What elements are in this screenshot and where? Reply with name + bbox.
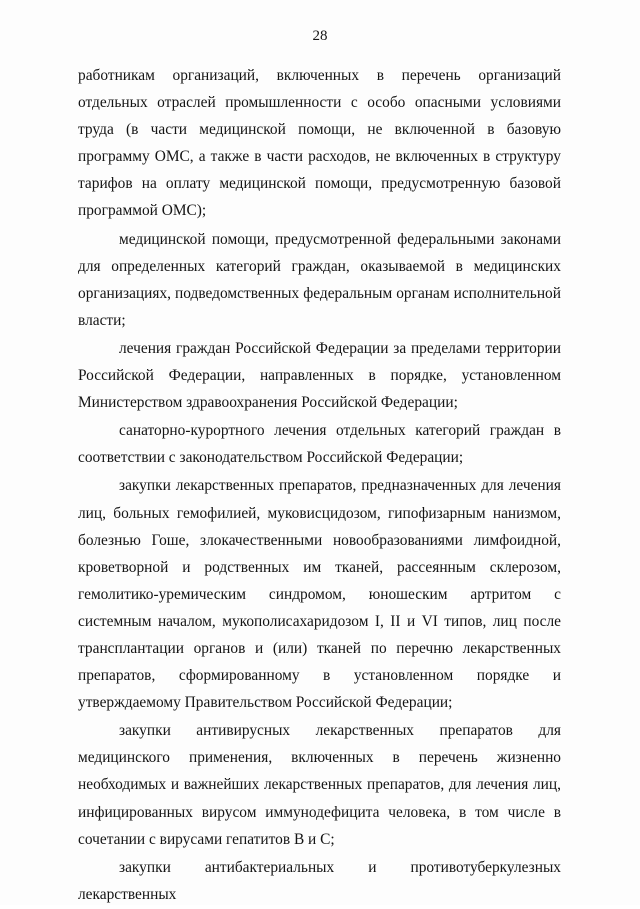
paragraph: закупки лекарственных препаратов, предназначенных для лечения лиц, больных гемофилией, муковисцидозом, гипофизарным нанизмом, болезнью Гоше, злокачественными новообразованиями лимфоидной, кроветворной и родственных им тканей, рассеянным склерозом, гемолитико-уремическим синдромом, юношеским артритом с системным началом, мукополисахаридозом I, II и VI типов, лиц после трансплантации органов и (или) тканей по перечню лекарственных препаратов, сформированному в установленном порядке и утверждаемому Правительством Российской Федерации; bbox=[78, 477, 561, 712]
page-number: 28 bbox=[312, 28, 328, 44]
paragraph: санаторно-курортного лечения отдельных категорий граждан в соответствии с законодательством Российской Федерации; bbox=[78, 422, 561, 467]
paragraph: лечения граждан Российской Федерации за пределами территории Российской Федерации, направленных в порядке, установленном Министерством здравоохранения Российской Федерации; bbox=[78, 339, 561, 412]
paragraph: медицинской помощи, предусмотренной федеральными законами для определенных категорий граждан, оказываемой в медицинских организациях, подведомственных федеральным органам исполнительной власти; bbox=[78, 230, 561, 329]
document-body bbox=[78, 62, 561, 909]
paragraph: работникам организаций, включенных в перечень организаций отдельных отраслей промышленности с особо опасными условиями труда (в части медицинской помощи, не включенной в базовую программу ОМС, а также в части расходов, не включенных в структуру тарифов на оплату медицинской помощи, предусмотренную базовой программой ОМС); bbox=[78, 67, 561, 220]
paragraph: закупки антибактериальных и противотуберкулезных лекарственных bbox=[78, 858, 561, 903]
paragraph: закупки антивирусных лекарственных препаратов для медицинского применения, включенных в перечень жизненно необходимых и важнейших лекарственных препаратов, для лечения лиц, инфицированных вирусом иммунодефицита человека, в том числе в сочетании с вирусами гепатитов B и C; bbox=[78, 722, 561, 848]
